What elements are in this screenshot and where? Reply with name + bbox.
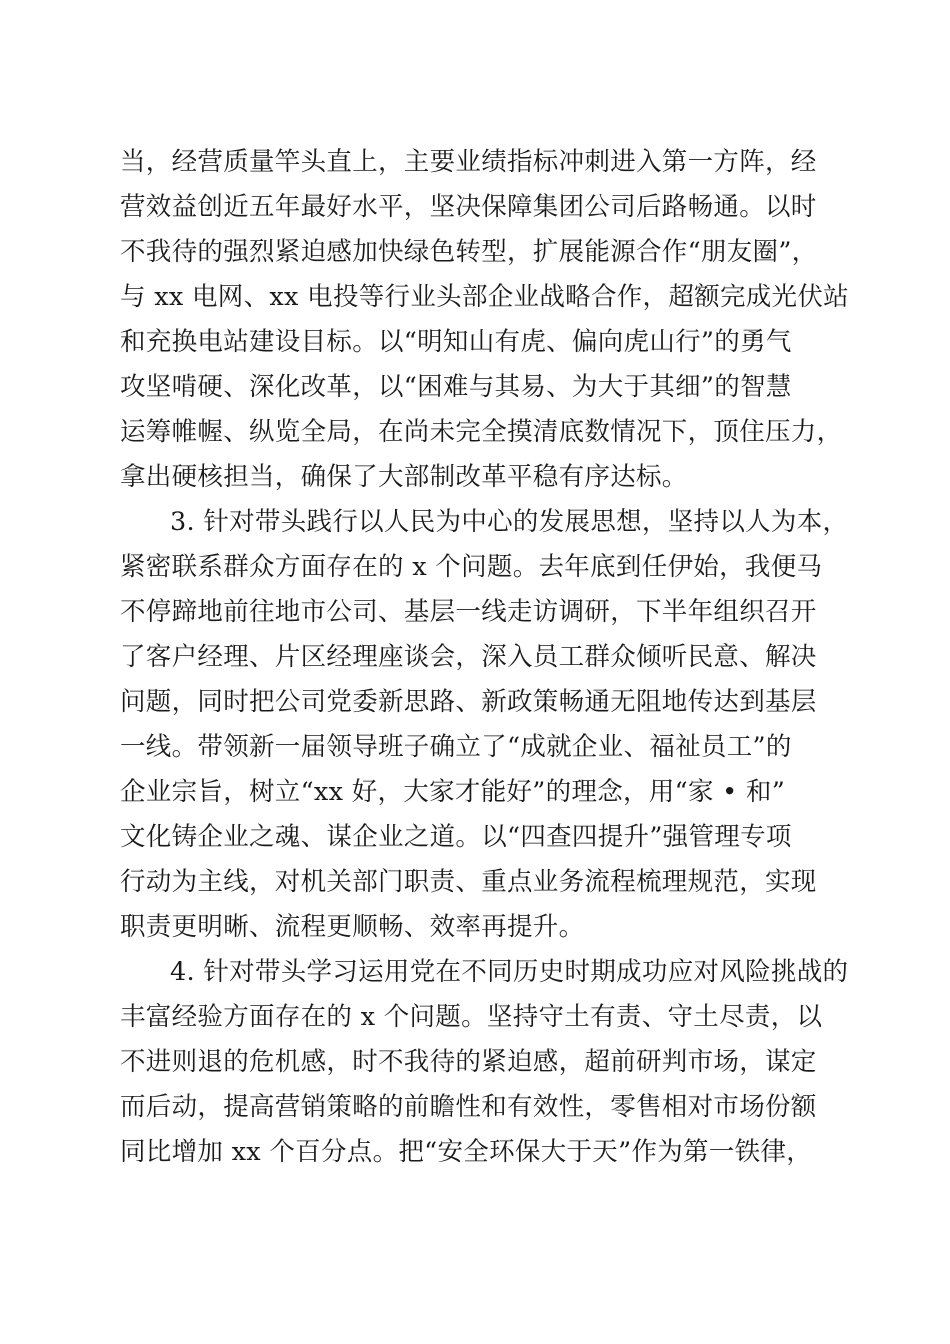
text-line: 行动为主线，对机关部门职责、重点业务流程梳理规范，实现 (120, 867, 817, 897)
text-line: 不我待的强烈紧迫感加快绿色转型，扩展能源合作“朋友圈”， (120, 237, 818, 267)
text-line: 一线。带领新一届领导班子确立了“成就企业、福祉员工”的 (120, 732, 792, 762)
text-line: 与 xx 电网、xx 电投等行业头部企业战略合作，超额完成光伏站 (120, 282, 849, 312)
text-line: 不进则退的危机感，时不我待的紧迫感，超前研判市场，谋定 (120, 1047, 817, 1077)
text-line: 营效益创近五年最好水平，坚决保障集团公司后路畅通。以时 (120, 192, 817, 222)
text-line: 问题，同时把公司党委新思路、新政策畅通无阻地传达到基层 (120, 687, 817, 717)
text-line: 同比增加 xx 个百分点。把“安全环保大于天”作为第一铁律， (120, 1137, 813, 1167)
text-line: 而后动，提高营销策略的前瞻性和有效性，零售相对市场份额 (120, 1092, 817, 1122)
text-line: 文化铸企业之魂、谋企业之道。以“四查四提升”强管理专项 (120, 822, 792, 852)
text-line: 拿出硬核担当，确保了大部制改革平稳有序达标。 (120, 462, 688, 492)
text-line: 4. 针对带头学习运用党在不同历史时期成功应对风险挑战的 (170, 957, 849, 987)
text-line: 丰富经验方面存在的 x 个问题。坚持守土有责、守土尽责，以 (120, 1002, 823, 1032)
text-line: 职责更明晰、流程更顺畅、效率再提升。 (120, 912, 585, 942)
text-line: 当，经营质量竿头直上，主要业绩指标冲刺进入第一方阵，经 (120, 147, 817, 177)
text-line: 紧密联系群众方面存在的 x 个问题。去年底到任伊始，我便马 (120, 552, 823, 582)
text-line: 了客户经理、片区经理座谈会，深入员工群众倾听民意、解决 (120, 642, 817, 672)
text-line: 和充换电站建设目标。以“明知山有虎、偏向虎山行”的勇气 (120, 327, 792, 357)
text-line: 攻坚啃硬、深化改革，以“困难与其易、为大于其细”的智慧 (120, 372, 792, 402)
text-line: 运筹帷幄、纵览全局，在尚未完全摸清底数情况下，顶住压力， (120, 417, 843, 447)
text-line: 不停蹄地前往地市公司、基层一线走访调研，下半年组织召开 (120, 597, 817, 627)
text-line: 企业宗旨，树立“xx 好，大家才能好”的理念，用“家 • 和” (120, 777, 786, 807)
text-line: 3. 针对带头践行以人民为中心的发展思想，坚持以人为本， (170, 507, 849, 537)
